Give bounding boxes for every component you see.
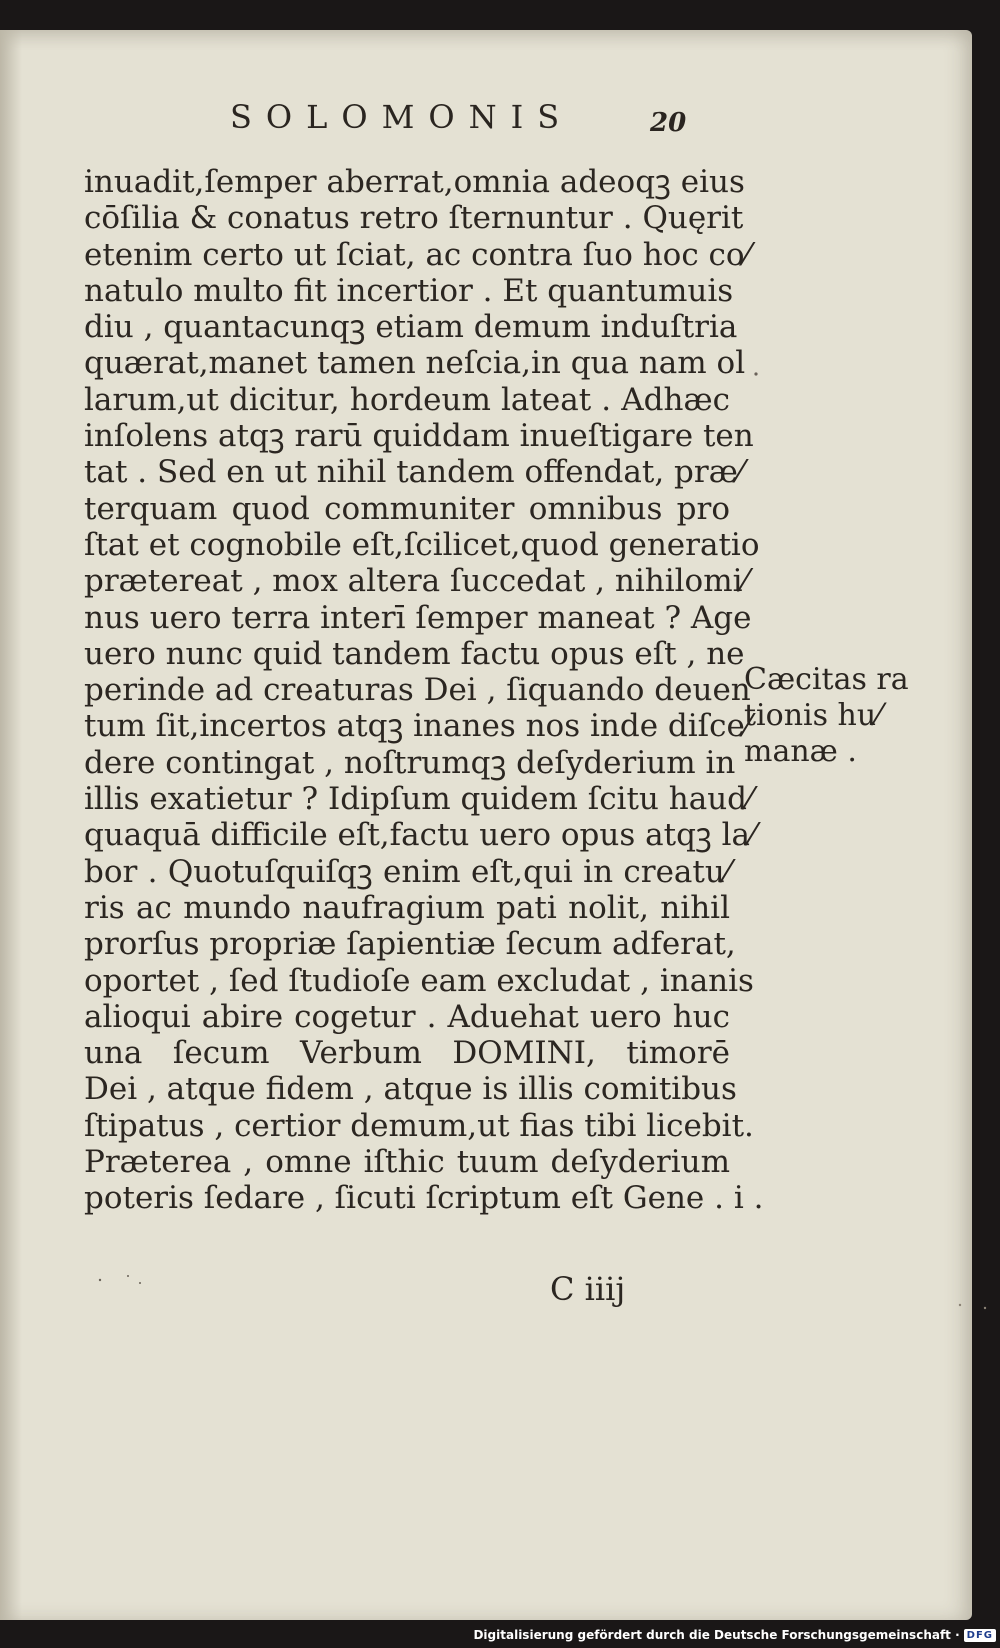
margin-note-line: tionis hu⁄ <box>744 698 882 733</box>
text-line: prætereat , mox altera ſuccedat , nihilomi⁄ <box>84 563 748 600</box>
folio-number: 20 <box>650 108 687 138</box>
text-line: tum ſit,incertos atqꝫ inanes nos inde diſce⁄ <box>84 708 751 745</box>
running-head: SOLOMONIS <box>230 98 574 136</box>
text-line: ſtipatus , certior demum,ut fias tibi licebit. <box>84 1107 754 1144</box>
margin-note-line: Cæcitas ra <box>744 662 909 697</box>
text-line: Præterea , omne iſthic tuum deſyderium <box>84 1144 730 1181</box>
text-line: illis exatietur ? Idipſum quidem ſcitu haud⁄ <box>84 781 753 818</box>
text-line: tat . Sed en ut nihil tandem offendat, præ⁄ <box>84 454 744 491</box>
text-line: Dei , atque fidem , atque is illis comitibus <box>84 1071 737 1108</box>
text-line: nus uero terra interī ſemper maneat ? Age <box>84 599 752 636</box>
text-line: prorſus propriæ ſapientiæ ſecum adferat, <box>84 926 736 963</box>
text-line: uero nunc quid tandem factu opus eſt , ne <box>84 635 745 672</box>
dfg-logo: DFG <box>964 1629 996 1642</box>
text-line: terquam quod communiter omnibus pro <box>84 490 730 527</box>
text-line: poteris ſedare , ſicuti ſcriptum eſt Gene . i . <box>84 1180 764 1217</box>
text-line: inuadit,ſemper aberrat,omnia adeoqꝫ eius <box>84 164 745 200</box>
text-line: etenim certo ut ſciat, ac contra ſuo hoc co⁄ <box>84 236 750 273</box>
text-line: cōſilia & conatus retro ſternuntur . Quęrit <box>84 200 744 237</box>
text-line: dere contingat , noſtrumqꝫ deſyderium in <box>84 744 736 781</box>
text-line: perinde ad creaturas Dei , ſiquando deuen <box>84 672 751 709</box>
text-line: quærat,manet tamen neſcia,in qua nam ol <box>84 345 746 382</box>
text-line: una ſecum Verbum DOMINI, timorē <box>84 1035 730 1072</box>
text-line: quaquā difficile eſt,factu uero opus atqꝫ la⁄ <box>84 817 756 854</box>
text-line: alioqui abire cogetur . Aduehat uero huc <box>84 998 730 1035</box>
footer-credit-text: Digitalisierung gefördert durch die Deutsche Forschungsgemeinschaft · <box>473 1628 960 1642</box>
signature-mark: C iiij <box>550 1270 626 1308</box>
text-line: bor . Quotuſquiſqꝫ enim eſt,qui in creatu⁄ <box>84 853 730 890</box>
text-line: ſtat et cognobile eſt,ſcilicet,quod generatio <box>84 526 760 563</box>
text-line: oportet , ſed ſtudioſe eam excludat , inanis <box>84 962 754 999</box>
text-line: natulo multo fit incertior . Et quantumuis <box>84 272 734 309</box>
text-line: diu , quantacunqꝫ etiam demum induſtria <box>84 309 738 346</box>
text-line: inſolens atqꝫ rarū quiddam inueſtigare ten <box>84 418 754 455</box>
margin-note-line: manæ . <box>744 734 857 769</box>
text-line: ris ac mundo naufragium pati nolit, nihil <box>84 889 730 926</box>
text-line: larum,ut dicitur, hordeum lateat . Adhæc <box>84 381 730 418</box>
